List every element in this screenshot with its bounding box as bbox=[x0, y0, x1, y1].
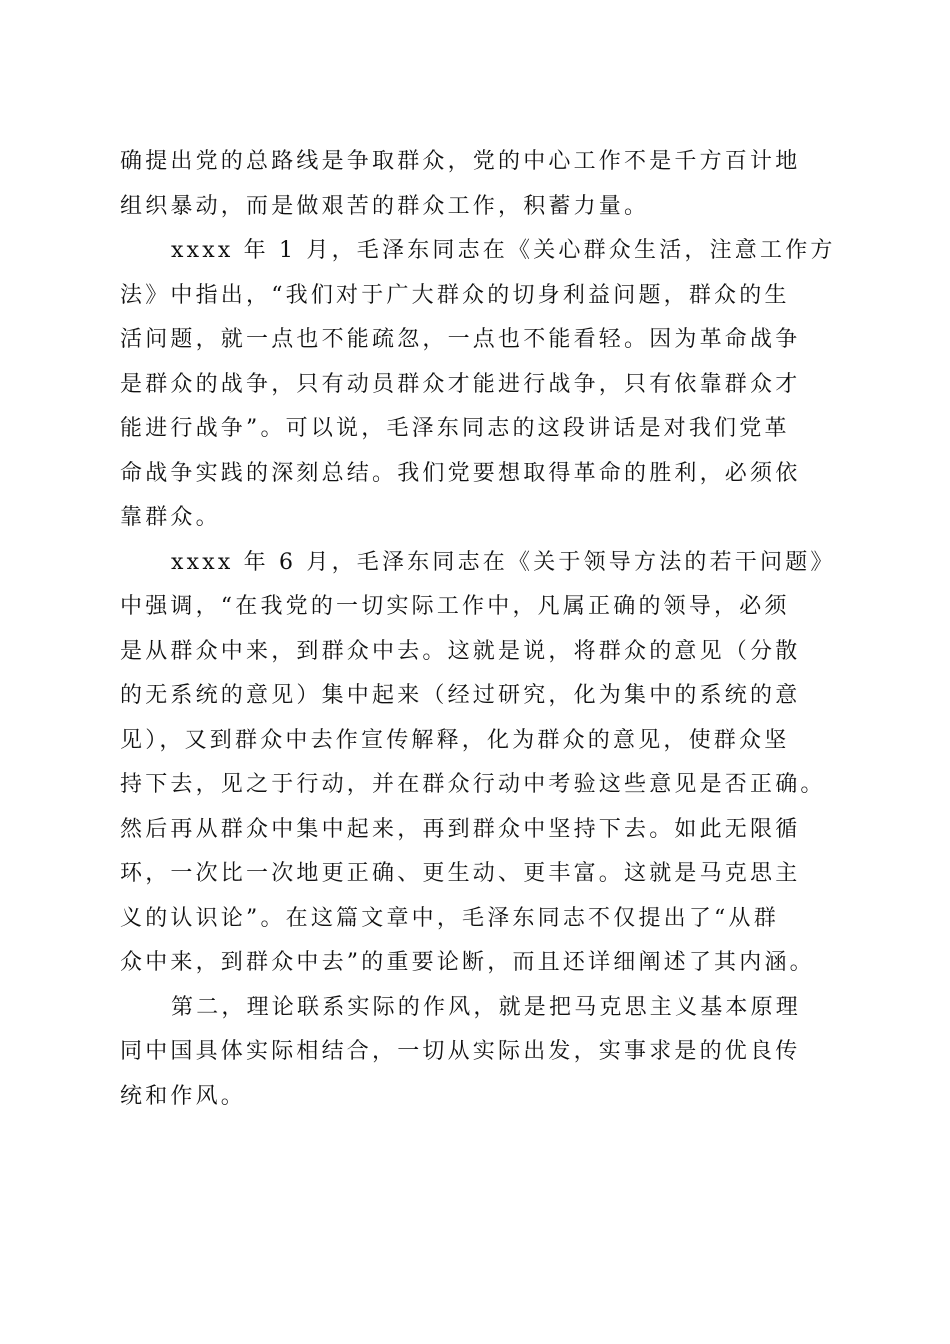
text-line: 能进行战争”。可以说，毛泽东同志的这段讲话是对我们党革 bbox=[120, 416, 790, 441]
text-line: 然后再从群众中集中起来，再到群众中坚持下去。如此无限循 bbox=[120, 816, 801, 842]
text-line: 持下去，见之于行动，并在群众行动中考验这些意见是否正确。 bbox=[120, 772, 826, 797]
paragraph-3 bbox=[120, 541, 840, 586]
text-line: 中强调，“在我党的一切实际工作中，凡属正确的领导，必须 bbox=[120, 594, 790, 619]
text-line: 环，一次比一次地更正确、更生动、更丰富。这就是马克思主 bbox=[120, 861, 801, 886]
paragraph-2 bbox=[120, 229, 840, 274]
document-page bbox=[120, 140, 840, 1119]
text-line: 同中国具体实际相结合，一切从实际出发，实事求是的优良传 bbox=[120, 1039, 801, 1064]
text-line: 见），又到群众中去作宣传解释，化为群众的意见，使群众坚 bbox=[120, 727, 790, 753]
text-line: 是群众的战争，只有动员群众才能进行战争，只有依靠群众才 bbox=[120, 371, 801, 397]
text-line: 命战争实践的深刻总结。我们党要想取得革命的胜利，必须依 bbox=[120, 460, 801, 486]
paragraph-4-continued bbox=[120, 1030, 840, 1119]
text-line: 统和作风。 bbox=[120, 1083, 247, 1109]
text-line: 确提出党的总路线是争取群众，党的中心工作不是千方百计地 bbox=[120, 149, 801, 174]
paragraph-2-continued bbox=[120, 274, 840, 541]
paragraph-1 bbox=[120, 140, 840, 229]
paragraph-4 bbox=[120, 986, 840, 1031]
text-line: 组织暴动，而是做艰苦的群众工作，积蓄力量。 bbox=[120, 193, 650, 219]
paragraph-3-continued bbox=[120, 585, 840, 986]
text-line: 法》中指出，“我们对于广大群众的切身利益问题，群众的生 bbox=[120, 282, 790, 308]
text-line: xxxx 年 6 月，毛泽东同志在《关于领导方法的若干问题》 bbox=[171, 549, 836, 575]
text-line: 的无系统的意见）集中起来（经过研究，化为集中的系统的意 bbox=[120, 683, 801, 708]
text-line: 第二，理论联系实际的作风，就是把马克思主义基本原理 bbox=[171, 994, 802, 1020]
text-line: 众中来，到群众中去”的重要论断，而且还详细阐述了其内涵。 bbox=[120, 950, 815, 975]
text-line: 靠群众。 bbox=[120, 505, 221, 530]
text-line: 是从群众中来，到群众中去。这就是说，将群众的意见（分散 bbox=[120, 638, 801, 664]
text-line: xxxx 年 1 月，毛泽东同志在《关心群众生活，注意工作方 bbox=[171, 238, 836, 263]
text-line: 义的认识论”。在这篇文章中，毛泽东同志不仅提出了“从群 bbox=[120, 905, 779, 931]
text-line: 活问题，就一点也不能疏忽，一点也不能看轻。因为革命战争 bbox=[120, 327, 801, 352]
